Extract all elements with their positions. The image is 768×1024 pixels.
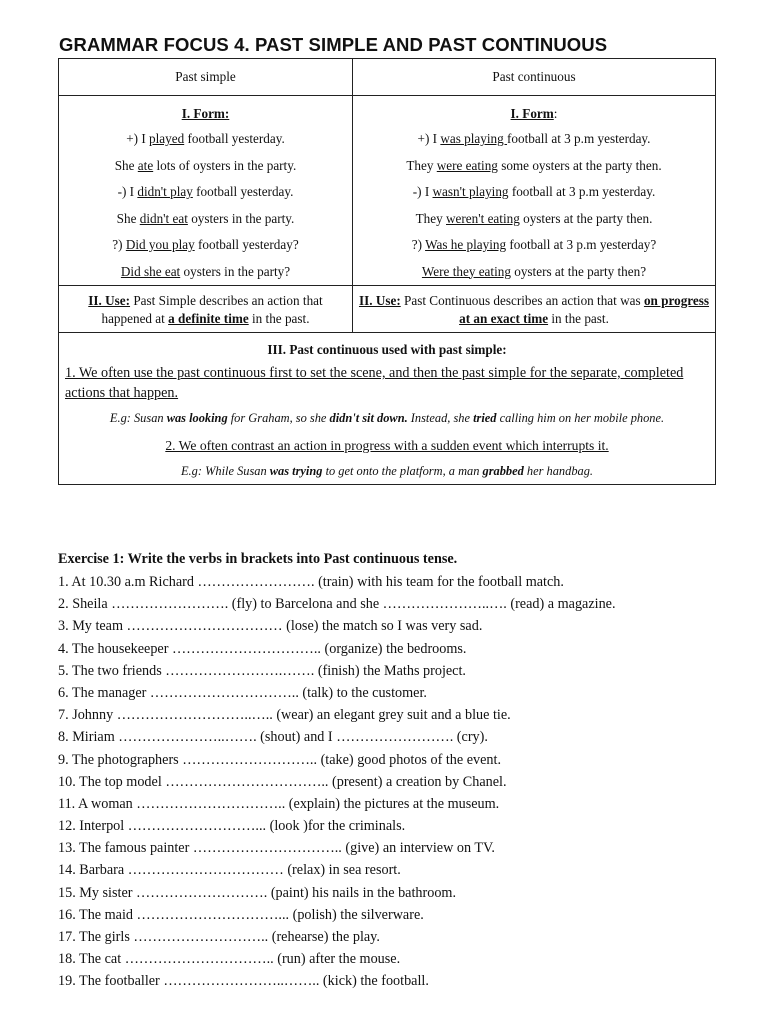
form-examples-left <box>59 126 352 285</box>
grammar-table <box>58 58 716 485</box>
exercise-item: 14. Barbara …………………………… (relax) in sea resort. <box>58 862 401 879</box>
header-past-simple: Past simple <box>59 59 353 96</box>
form-example-line: -) I wasn't playing football at 3 p.m yesterday. <box>412 184 656 199</box>
exercise-item: 12. Interpol ………………………... (look )for the criminals. <box>58 818 406 835</box>
use-past-simple: II. Use: Past Simple describes an action that happened at a definite time in the past. <box>59 286 353 333</box>
exercise-item: 17. The girls ……………………….. (rehearse) the play. <box>58 929 380 945</box>
exercise-item: 6. The manager ………………………….. (talk) to the customer. <box>58 684 427 701</box>
example-1: E.g: Susan was looking for Graham, so she didn't sit down. Instead, she tried calling him on her mobile phone. <box>109 411 665 425</box>
form-heading-right: I. Form: <box>510 106 558 121</box>
form-row <box>59 96 716 286</box>
exercise-item: 16. The maid …………………………... (polish) the silverware. <box>58 906 424 923</box>
use-row <box>59 286 716 333</box>
exercise-item: 8. Miriam …………………..……. (shout) and I ……………………. (cry). <box>58 729 488 746</box>
exercise-item: 4. The housekeeper ………………………….. (organize) the bedrooms. <box>58 640 467 657</box>
table-header-row <box>59 59 716 96</box>
form-example-line: They were eating some oysters at the party then. <box>406 157 662 173</box>
form-heading-left: I. Form: <box>181 106 230 121</box>
form-example-line: +) I played football yesterday. <box>126 131 285 146</box>
exercise-item: 18. The cat ………………………….. (run) after the mouse. <box>58 951 401 968</box>
exercise-item: 13. The famous painter ………………………….. (give) an interview on TV. <box>58 840 495 857</box>
exercise-item: 5. The two friends …………………….……. (finish) the Maths project. <box>58 662 466 679</box>
form-example-line: +) I was playing football at 3 p.m yesterday. <box>417 131 651 146</box>
combination-row <box>59 333 716 485</box>
rule-2: 2. We often contrast an action in progress with a sudden event which interrupts it. <box>165 437 609 453</box>
exercise-1 <box>58 548 738 993</box>
form-example-line: Did she eat oysters in the party? <box>120 263 291 279</box>
exercise-item: 10. The top model …………………………….. (present) a creation by Chanel. <box>58 773 507 790</box>
exercise-item: 11. A woman ………………………….. (explain) the pictures at the museum. <box>58 795 500 812</box>
form-example-line: ?) Did you play football yesterday? <box>112 237 299 252</box>
example-2: E.g: While Susan was trying to get onto the platform, a man grabbed her handbag. <box>180 463 594 478</box>
exercise-items <box>58 571 738 993</box>
exercise-item: 15. My sister ………………………. (paint) his nails in the bathroom. <box>58 884 457 901</box>
form-example-line: She ate lots of oysters in the party. <box>114 157 297 173</box>
combination-title: III. Past continuous used with past simple: <box>267 342 507 357</box>
page-title: GRAMMAR FOCUS 4. PAST SIMPLE AND PAST CONTINUOUS <box>59 34 608 55</box>
form-examples-right <box>353 126 715 285</box>
header-past-continuous: Past continuous <box>353 59 716 96</box>
form-past-continuous <box>353 96 716 286</box>
exercise-item: 2. Sheila ……………………. (fly) to Barcelona and she …………………..…. (read) a magazine. <box>58 596 616 613</box>
form-past-simple <box>59 96 353 286</box>
use-past-continuous: II. Use: Past Continuous describes an action that was on progress at an exact time in the past. <box>353 286 716 333</box>
combination-cell <box>59 333 716 485</box>
exercise-item: 9. The photographers ……………………….. (take) good photos of the event. <box>58 751 502 768</box>
exercise-title: Exercise 1: Write the verbs in brackets into Past continuous tense. <box>58 551 458 567</box>
form-example-line: Were they eating oysters at the party then? <box>421 263 647 279</box>
exercise-item: 3. My team …………………………… (lose) the match so I was very sad. <box>58 618 483 635</box>
form-example-line: She didn't eat oysters in the party. <box>116 210 295 226</box>
exercise-item: 19. The footballer ……………………..…….. (kick) the football. <box>58 973 429 990</box>
form-example-line: ?) Was he playing football at 3 p.m yesterday? <box>411 237 657 252</box>
form-example-line: They weren't eating oysters at the party then. <box>415 210 653 226</box>
rule-1: 1. We often use the past continuous first to set the scene, and then the past simple for the separate, completed actions that happen. <box>65 365 684 401</box>
form-example-line: -) I didn't play football yesterday. <box>117 184 294 199</box>
exercise-item: 7. Johnny ………………………..….. (wear) an elegant grey suit and a blue tie. <box>58 707 511 724</box>
exercise-item: 1. At 10.30 a.m Richard ……………………. (train) with his team for the football match. <box>58 574 564 590</box>
